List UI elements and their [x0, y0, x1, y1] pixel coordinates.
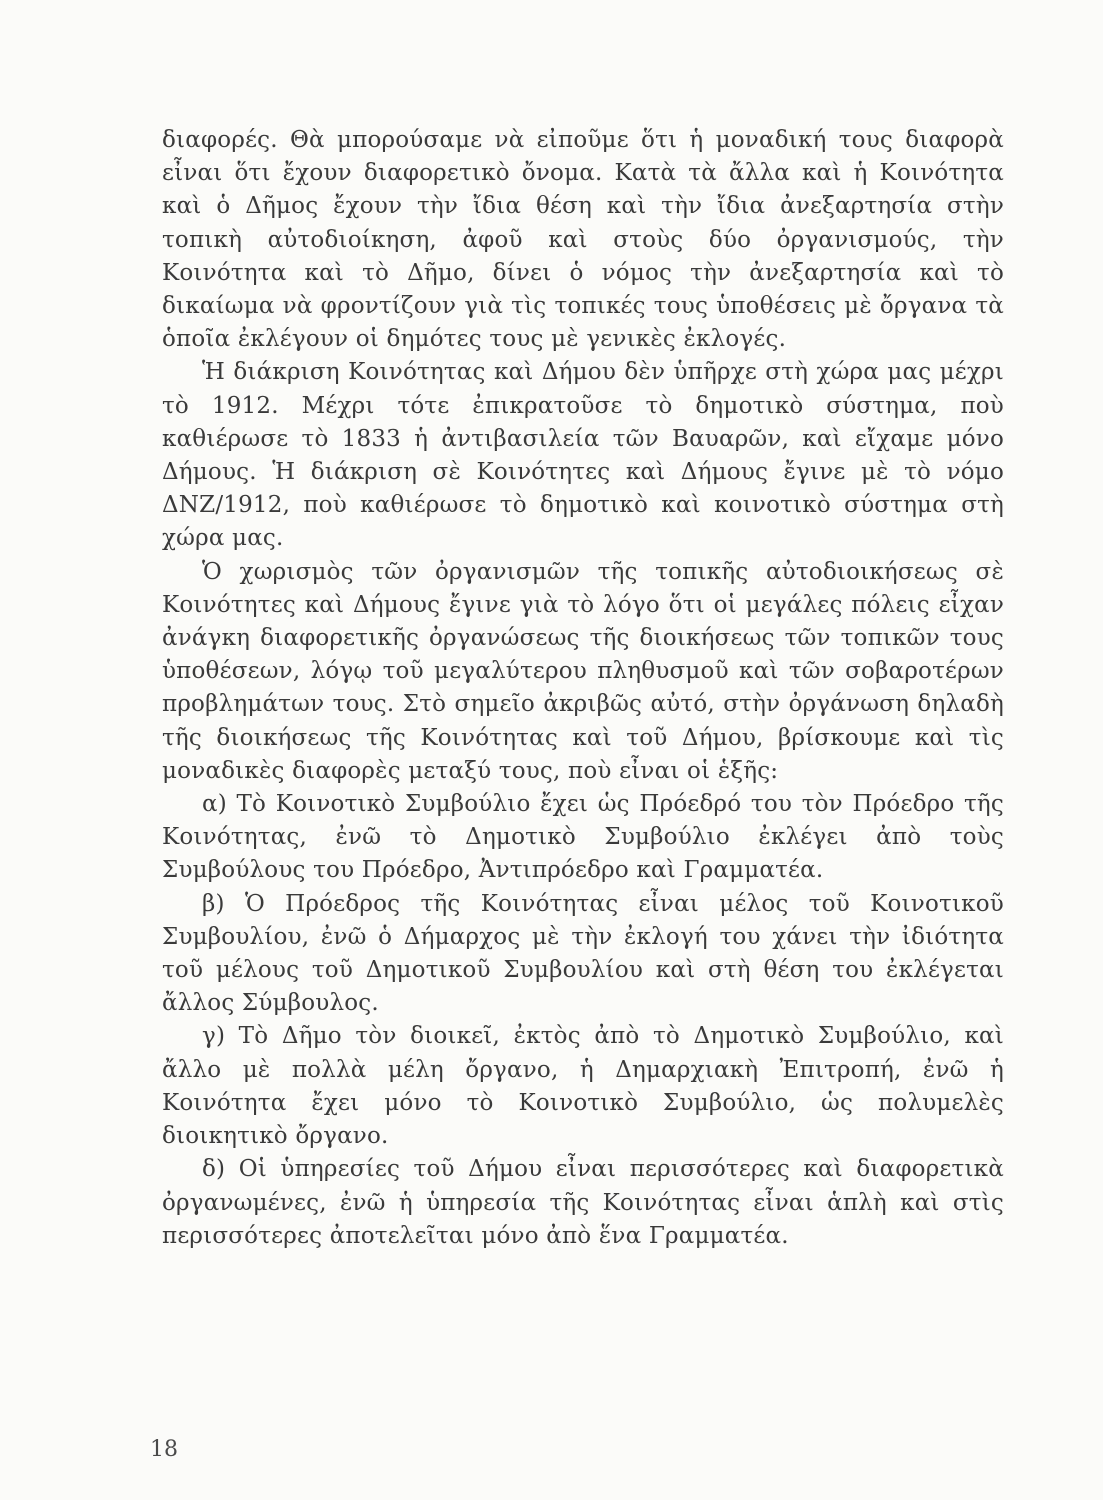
paragraph-2: Ἡ διάκριση Κοινότητας καὶ Δήμου δὲν ὑπῆρχε στὴ χώρα μας μέχρι τὸ 1912. Μέχρι τότε ἐπικρατοῦσε τὸ δημοτικὸ σύστημα, ποὺ καθιέρωσε τὸ 1833 ἡ ἀντιβασιλεία τῶν Βαυαρῶν, καὶ εἴχαμε μόνο Δήμους. Ἡ διάκριση σὲ Κοινότητες καὶ Δήμους ἔγινε μὲ τὸ νόμο ΔΝΖ/1912, ποὺ καθιέρωσε τὸ δημοτικὸ καὶ κοινοτικὸ σύστημα στὴ χώρα μας. — [162, 359, 1004, 552]
list-item-d: δ) Οἱ ὑπηρεσίες τοῦ Δήμου εἶναι περισσότερες καὶ διαφορετικὰ ὀργανωμένες, ἐνῶ ἡ ὑπηρεσία τῆς Κοινότητας εἶναι ἁπλὴ καὶ στὶς περισσότερες ἀποτελεῖται μόνο ἀπὸ ἕνα Γραμματέα. — [162, 1156, 1004, 1249]
document-body — [162, 124, 1004, 1253]
list-item-c: γ) Τὸ Δῆμο τὸν διοικεῖ, ἐκτὸς ἀπὸ τὸ Δημοτικὸ Συμβούλιο, καὶ ἄλλο μὲ πολλὰ μέλη ὄργανο, ἡ Δημαρχιακὴ Ἐπιτροπή, ἐνῶ ἡ Κοινότητα ἔχει μόνο τὸ Κοινοτικὸ Συμβούλιο, ὡς πολυμελὲς διοικητικὸ ὄργανο. — [162, 1023, 1004, 1150]
page-number: 18 — [150, 1437, 178, 1462]
list-item-b: β) Ὁ Πρόεδρος τῆς Κοινότητας εἶναι μέλος τοῦ Κοινοτικοῦ Συμβουλίου, ἐνῶ ὁ Δήμαρχος μὲ τὴν ἐκλογή του χάνει τὴν ἰδιότητα τοῦ μέλους τοῦ Δημοτικοῦ Συμβουλίου καὶ στὴ θέση του ἐκλέγεται ἄλλος Σύμβουλος. — [162, 890, 1004, 1017]
paragraph-3: Ὁ χωρισμὸς τῶν ὀργανισμῶν τῆς τοπικῆς αὐτοδιοικήσεως σὲ Κοινότητες καὶ Δήμους ἔγινε γιὰ τὸ λόγο ὅτι οἱ μεγάλες πόλεις εἶχαν ἀνάγκη διαφορετικῆς ὀργανώσεως τῆς διοικήσεως τῶν τοπικῶν τους ὑποθέσεων, λόγῳ τοῦ μεγαλύτερου πληθυσμοῦ καὶ τῶν σοβαροτέρων προβλημάτων τους. Στὸ σημεῖο ἀκριβῶς αὐτό, στὴν ὀργάνωση δηλαδὴ τῆς διοικήσεως τῆς Κοινότητας καὶ τοῦ Δήμου, βρίσκουμε καὶ τὶς μοναδικὲς διαφορὲς μεταξύ τους, ποὺ εἶναι οἱ ἑξῆς: — [162, 558, 1004, 784]
list-item-a: α) Τὸ Κοινοτικὸ Συμβούλιο ἔχει ὡς Πρόεδρό του τὸν Πρόεδρο τῆς Κοινότητας, ἐνῶ τὸ Δημοτικὸ Συμβούλιο ἐκλέγει ἀπὸ τοὺς Συμβούλους του Πρόεδρο, Ἀντιπρόεδρο καὶ Γραμματέα. — [162, 791, 1004, 884]
paragraph-1: διαφορές. Θὰ μπορούσαμε νὰ εἰποῦμε ὅτι ἡ μοναδική τους διαφορὰ εἶναι ὅτι ἔχουν διαφορετικὸ ὄνομα. Κατὰ τὰ ἄλλα καὶ ἡ Κοινότητα καὶ ὁ Δῆμος ἔχουν τὴν ἴδια θέση καὶ τὴν ἴδια ἀνεξαρτησία στὴν τοπικὴ αὐτοδιοίκηση, ἀφοῦ καὶ στοὺς δύο ὀργανισμούς, τὴν Κοινότητα καὶ τὸ Δῆμο, δίνει ὁ νόμος τὴν ἀνεξαρτησία καὶ τὸ δικαίωμα νὰ φροντίζουν γιὰ τὶς τοπικές τους ὑποθέσεις μὲ ὄργανα τὰ ὁποῖα ἐκλέγουν οἱ δημότες τους μὲ γενικὲς ἐκλογές. — [162, 127, 1004, 353]
